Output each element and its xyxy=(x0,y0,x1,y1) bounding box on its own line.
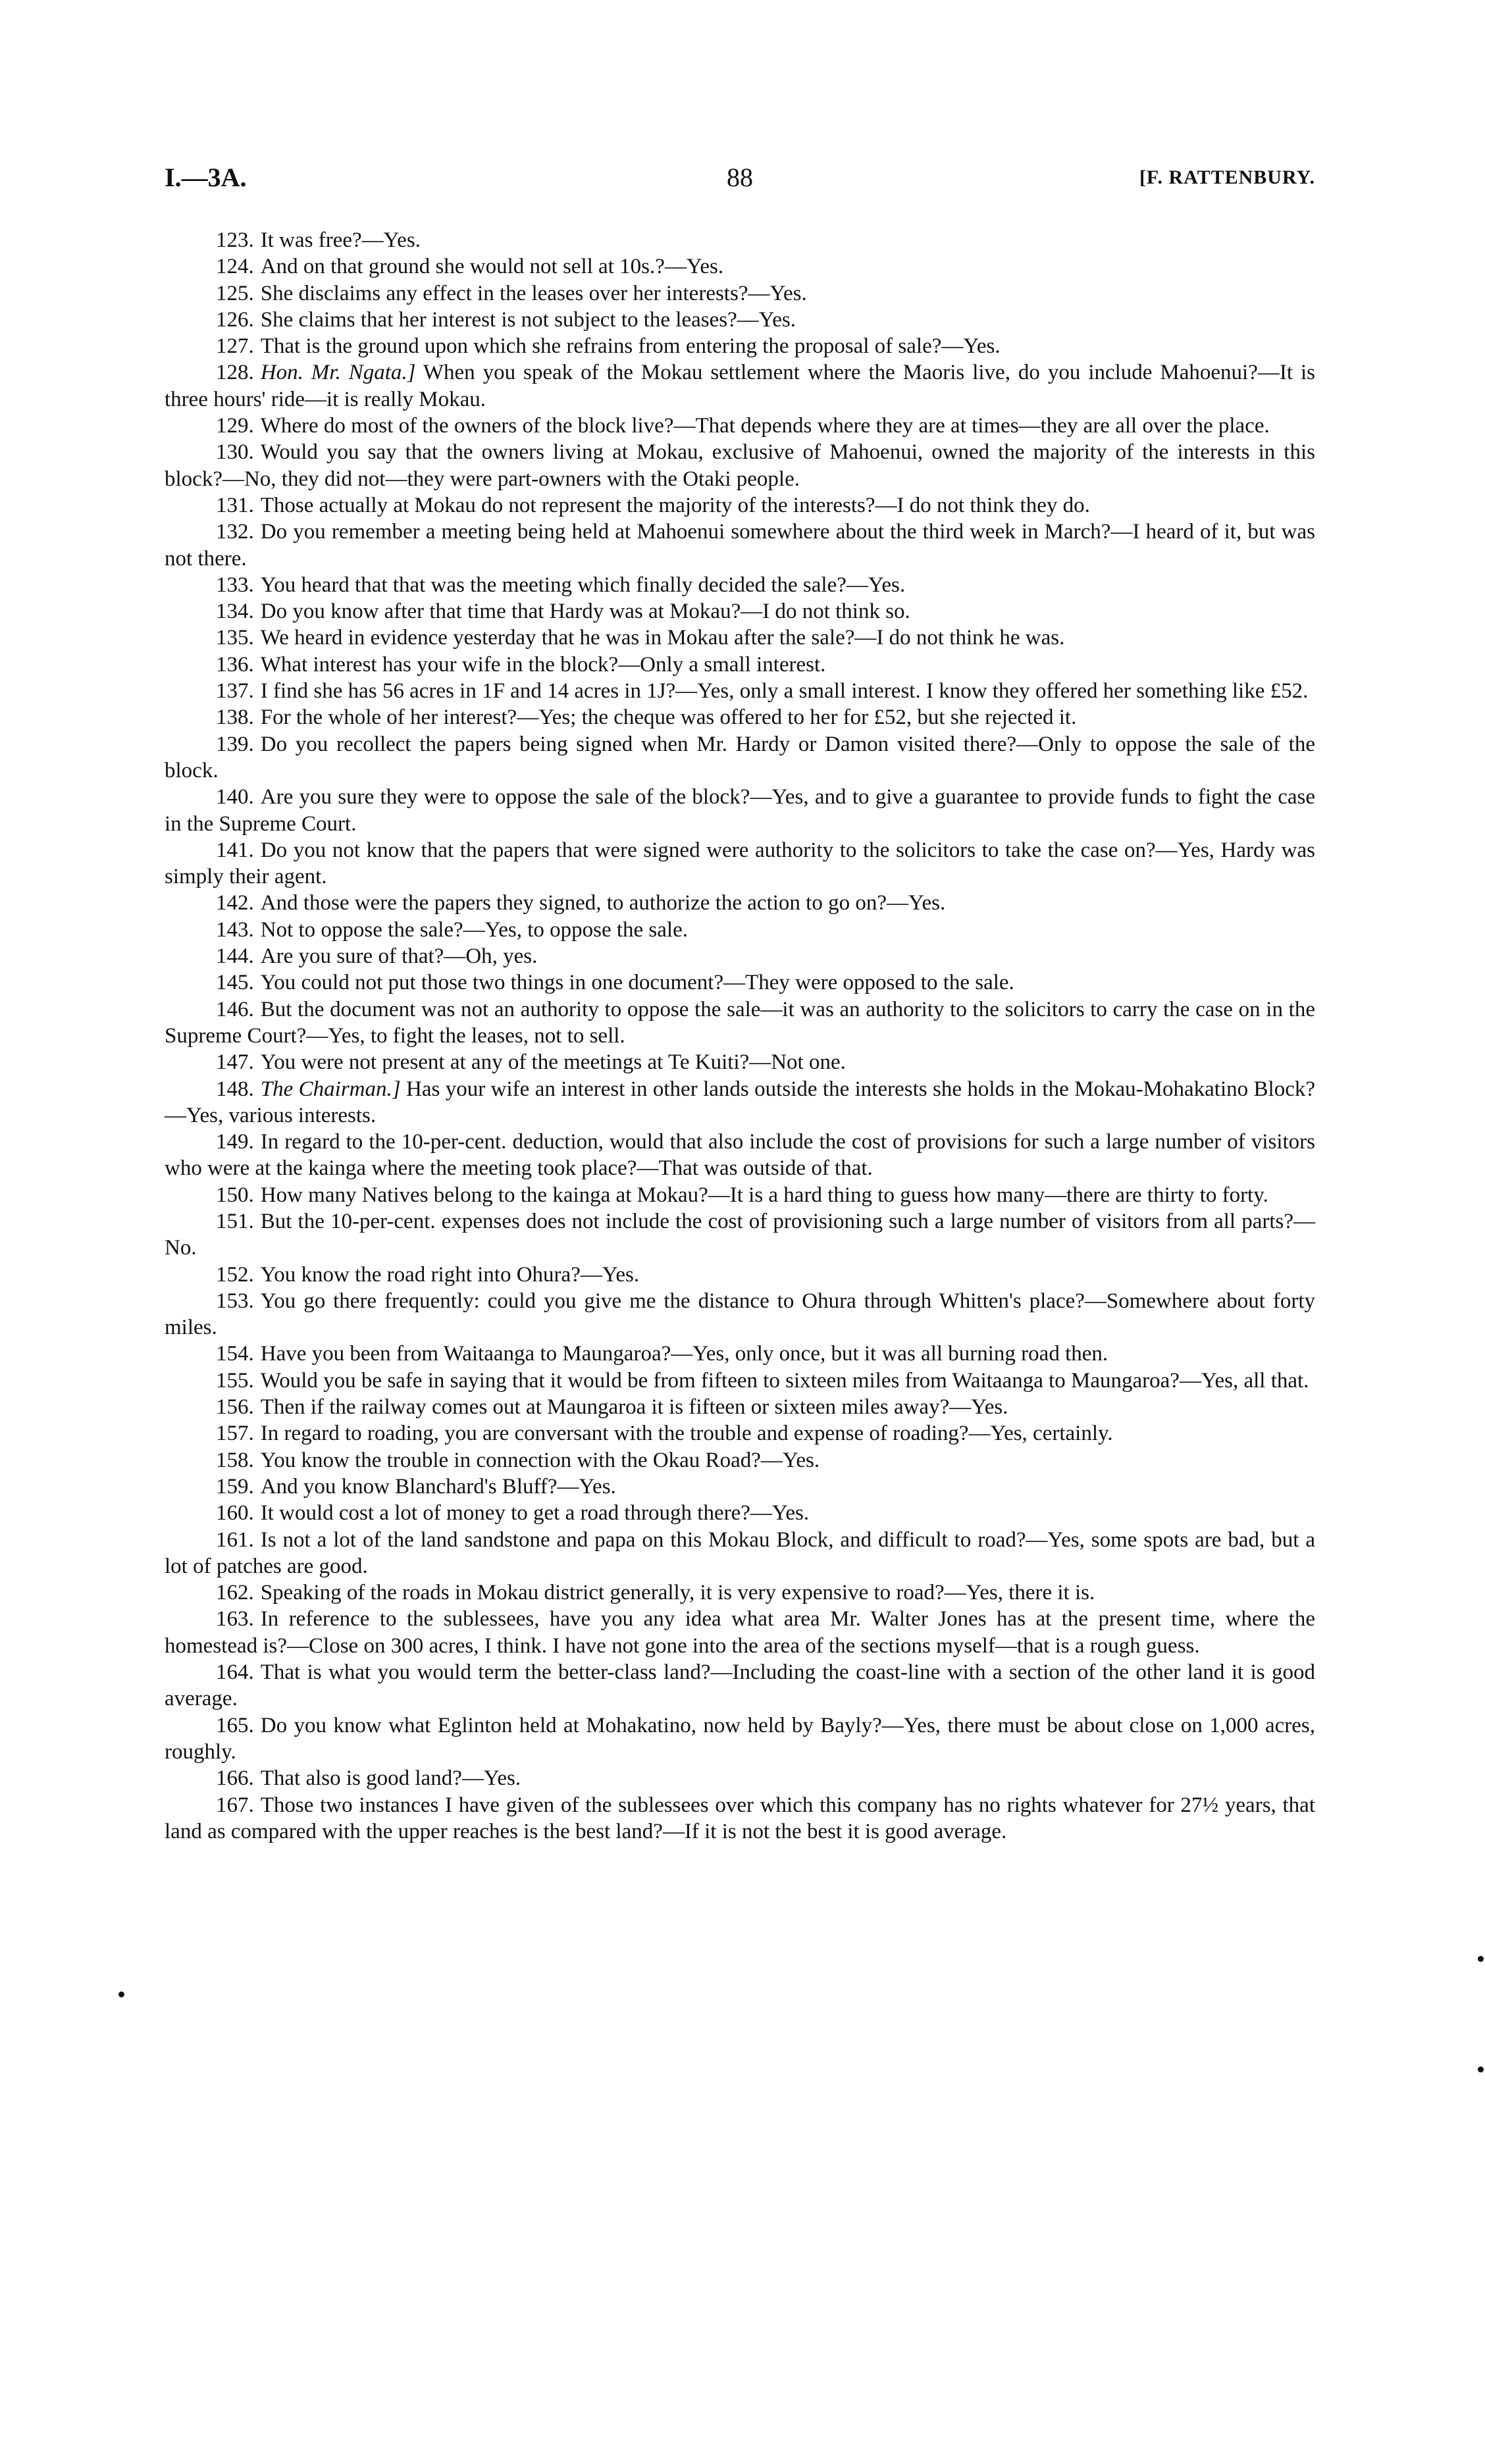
question-number: 124. xyxy=(216,255,254,279)
question-number: 141. xyxy=(216,838,254,862)
question-answer-text: It was free?—Yes. xyxy=(260,228,421,252)
question-paragraph xyxy=(165,1076,1315,1129)
question-answer-text: Do you recollect the papers being signed when Mr. Hardy or Damon visited there?—Only to oppose the sale of the block. xyxy=(165,732,1315,783)
question-paragraph xyxy=(165,1447,1315,1474)
speaker-name: Hon. Mr. Ngata.] xyxy=(260,361,416,385)
question-paragraph xyxy=(165,598,1315,625)
question-paragraph xyxy=(165,652,1315,678)
question-number: 145. xyxy=(216,971,254,995)
question-answer-text: In reference to the sublessees, have you any idea what area Mr. Walter Jones has at the present time, where the homestead is?—Close on 300 acres, I think. I have not gone into the area of the sections myself—that is a rough guess. xyxy=(165,1607,1315,1658)
question-answer-text: Speaking of the roads in Mokau district generally, it is very expensive to road?—Yes, there it is. xyxy=(260,1581,1095,1605)
question-paragraph xyxy=(165,784,1315,837)
question-answer-text: You go there frequently: could you give me the distance to Ohura through Whitten's place?—Somewhere about forty miles. xyxy=(165,1289,1315,1340)
question-number: 143. xyxy=(216,917,254,942)
question-paragraph xyxy=(165,1420,1315,1447)
question-paragraph xyxy=(165,333,1315,359)
question-answer-text: How many Natives belong to the kainga at Mokau?—It is a hard thing to guess how many—there are thirty to forty. xyxy=(260,1183,1268,1207)
question-paragraph xyxy=(165,1341,1315,1367)
scan-mark-dot xyxy=(1478,2066,1484,2072)
question-paragraph xyxy=(165,1129,1315,1182)
question-answer-text: You were not present at any of the meetings at Te Kuiti?—Not one. xyxy=(260,1050,846,1075)
question-number: 163. xyxy=(216,1607,254,1631)
question-number: 158. xyxy=(216,1448,254,1472)
question-number: 131. xyxy=(216,493,254,517)
question-answer-text: Do you know after that time that Hardy was at Mokau?—I do not think so. xyxy=(260,600,910,624)
question-paragraph xyxy=(165,1500,1315,1526)
question-number: 167. xyxy=(216,1793,254,1817)
question-number: 126. xyxy=(216,307,254,332)
question-answer-text: She claims that her interest is not subject to the leases?—Yes. xyxy=(260,307,796,332)
question-answer-text: Are you sure of that?—Oh, yes. xyxy=(260,944,538,969)
question-answer-text: What interest has your wife in the block?—Only a small interest. xyxy=(260,652,826,677)
question-paragraph xyxy=(165,625,1315,651)
question-paragraph xyxy=(165,996,1315,1050)
question-paragraph xyxy=(165,837,1315,890)
question-answer-text: Then if the railway comes out at Maungaroa it is fifteen or sixteen miles away?—Yes. xyxy=(260,1395,1008,1420)
question-paragraph xyxy=(165,1262,1315,1288)
question-paragraph xyxy=(165,253,1315,280)
question-paragraph xyxy=(165,1208,1315,1262)
question-number: 166. xyxy=(216,1766,254,1791)
question-answer-text: You know the road right into Ohura?—Yes. xyxy=(260,1262,640,1287)
question-number: 149. xyxy=(216,1130,254,1154)
question-paragraph xyxy=(165,413,1315,439)
question-paragraph xyxy=(165,917,1315,943)
question-answer-text: Would you say that the owners living at Mokau, exclusive of Mahoenui, owned the majority of the interests in this block?—No, they did not—they were part-owners with the Otaki people. xyxy=(165,440,1315,491)
question-paragraph xyxy=(165,492,1315,519)
question-paragraph xyxy=(165,280,1315,307)
question-number: 127. xyxy=(216,334,254,359)
question-number: 162. xyxy=(216,1581,254,1605)
question-number: 147. xyxy=(216,1050,254,1075)
question-number: 151. xyxy=(216,1209,254,1233)
question-number: 156. xyxy=(216,1395,254,1420)
question-paragraph xyxy=(165,1394,1315,1420)
question-answer-text: You know the trouble in connection with the Okau Road?—Yes. xyxy=(260,1448,820,1472)
question-number: 165. xyxy=(216,1713,254,1737)
question-paragraph xyxy=(165,969,1315,996)
question-answer-text: You heard that that was the meeting which finally decided the sale?—Yes. xyxy=(260,573,906,597)
question-paragraph xyxy=(165,1527,1315,1580)
question-number: 142. xyxy=(216,891,254,915)
question-answer-text: And on that ground she would not sell at 10s.?—Yes. xyxy=(260,255,724,279)
question-answer-text: For the whole of her interest?—Yes; the cheque was offered to her for £52, but she rejected it. xyxy=(260,706,1077,730)
question-paragraph xyxy=(165,678,1315,704)
question-paragraph xyxy=(165,1049,1315,1075)
question-paragraph xyxy=(165,572,1315,598)
question-number: 128. xyxy=(216,361,254,385)
question-number: 157. xyxy=(216,1422,254,1446)
scan-mark-dot xyxy=(1478,1956,1484,1962)
question-answer-text: Those two instances I have given of the sublessees over which this company has no rights whatever for 27½ years, that land as compared with the upper reaches is the best land?—If it is not the best it is good average. xyxy=(165,1793,1315,1843)
question-number: 132. xyxy=(216,520,254,544)
question-paragraph xyxy=(165,1659,1315,1712)
question-paragraph xyxy=(165,943,1315,969)
question-number: 135. xyxy=(216,626,254,650)
question-answer-text: Those actually at Mokau do not represent the majority of the interests?—I do not think they do. xyxy=(260,493,1090,517)
question-answer-text: That is the ground upon which she refrains from entering the proposal of sale?—Yes. xyxy=(260,334,1001,359)
question-answer-text: But the 10-per-cent. expenses does not include the cost of provisioning such a large number of visitors from all parts?—No. xyxy=(165,1209,1315,1260)
question-answer-text: And you know Blanchard's Bluff?—Yes. xyxy=(260,1474,616,1499)
evidence-body xyxy=(165,227,1315,1845)
question-answer-text: You could not put those two things in one document?—They were opposed to the sale. xyxy=(260,971,1014,995)
page-header xyxy=(165,158,1315,197)
question-paragraph xyxy=(165,227,1315,253)
question-number: 140. xyxy=(216,785,254,809)
question-paragraph xyxy=(165,1606,1315,1659)
question-answer-text: I find she has 56 acres in 1F and 14 acres in 1J?—Yes, only a small interest. I know they offered her something like £52. xyxy=(260,679,1309,704)
question-paragraph xyxy=(165,359,1315,413)
question-number: 150. xyxy=(216,1183,254,1207)
question-answer-text: In regard to the 10-per-cent. deduction, would that also include the cost of provisions for such a large number of visitors who were at the kainga where the meeting took place?—That was outside of that. xyxy=(165,1130,1315,1181)
question-answer-text: Do you remember a meeting being held at Mahoenui somewhere about the third week in March?—I heard of it, but was not there. xyxy=(165,520,1315,571)
question-number: 130. xyxy=(216,440,254,465)
question-number: 154. xyxy=(216,1342,254,1366)
question-number: 155. xyxy=(216,1368,254,1393)
page-number: 88 xyxy=(727,163,753,192)
question-paragraph xyxy=(165,1765,1315,1791)
question-paragraph xyxy=(165,519,1315,572)
question-answer-text: Is not a lot of the land sandstone and papa on this Mokau Block, and difficult to road?—Yes, some spots are bad, but a lot of patches are good. xyxy=(165,1527,1315,1578)
question-answer-text: In regard to roading, you are conversant with the trouble and expense of roading?—Yes, certainly. xyxy=(260,1422,1113,1446)
question-number: 138. xyxy=(216,706,254,730)
question-number: 152. xyxy=(216,1262,254,1287)
question-answer-text: It would cost a lot of money to get a road through there?—Yes. xyxy=(260,1501,810,1526)
speaker-name: The Chairman.] xyxy=(260,1077,401,1101)
question-number: 144. xyxy=(216,944,254,969)
question-paragraph xyxy=(165,704,1315,731)
question-answer-text: Would you be safe in saying that it would be from fifteen to sixteen miles from Waitaanga to Maungaroa?—Yes, all that. xyxy=(260,1368,1309,1393)
question-answer-text: But the document was not an authority to oppose the sale—it was an authority to the solicitors to carry the case on in the Supreme Court?—Yes, to fight the leases, not to sell. xyxy=(165,997,1315,1048)
question-paragraph xyxy=(165,439,1315,492)
question-number: 153. xyxy=(216,1289,254,1313)
question-number: 136. xyxy=(216,652,254,677)
question-paragraph xyxy=(165,890,1315,916)
question-number: 161. xyxy=(216,1527,254,1552)
question-number: 146. xyxy=(216,997,254,1021)
question-paragraph xyxy=(165,1288,1315,1341)
question-number: 129. xyxy=(216,414,254,438)
question-number: 133. xyxy=(216,573,254,597)
question-paragraph xyxy=(165,307,1315,333)
question-answer-text: Where do most of the owners of the block live?—That depends where they are at times—they are all over the place. xyxy=(260,414,1270,438)
question-answer-text: Do you not know that the papers that were signed were authority to the solicitors to take the case on?—Yes, Hardy was simply their agent. xyxy=(165,838,1315,889)
question-answer-text: Are you sure they were to oppose the sale of the block?—Yes, and to give a guarantee to provide funds to fight the case in the Supreme Court. xyxy=(165,785,1315,836)
question-answer-text: We heard in evidence yesterday that he was in Mokau after the sale?—I do not think he was. xyxy=(260,626,1065,650)
question-answer-text: Do you know what Eglinton held at Mohakatino, now held by Bayly?—Yes, there must be about close on 1,000 acres, roughly. xyxy=(165,1713,1315,1764)
question-answer-text: That is what you would term the better-class land?—Including the coast-line with a section of the other land it is good average. xyxy=(165,1660,1315,1711)
question-paragraph xyxy=(165,1712,1315,1766)
question-number: 137. xyxy=(216,679,254,704)
question-paragraph xyxy=(165,1368,1315,1394)
question-paragraph xyxy=(165,1182,1315,1208)
question-number: 123. xyxy=(216,228,254,252)
question-number: 139. xyxy=(216,732,254,756)
question-answer-text: Have you been from Waitaanga to Maungaroa?—Yes, only once, but it was all burning road then. xyxy=(260,1342,1108,1366)
question-number: 148. xyxy=(216,1077,254,1101)
question-answer-text: And those were the papers they signed, to authorize the action to go on?—Yes. xyxy=(260,891,946,915)
question-paragraph xyxy=(165,1474,1315,1500)
question-number: 134. xyxy=(216,600,254,624)
question-answer-text: Not to oppose the sale?—Yes, to oppose the sale. xyxy=(260,917,688,942)
question-answer-text: Has your wife an interest in other lands outside the interests she holds in the Mokau-Mohakatino Block?—Yes, various interests. xyxy=(165,1077,1315,1127)
question-answer-text: That also is good land?—Yes. xyxy=(260,1766,521,1791)
question-answer-text: When you speak of the Mokau settlement where the Maoris live, do you include Mahoenui?—It is three hours' ride—it is really Mokau. xyxy=(165,361,1315,411)
question-number: 125. xyxy=(216,281,254,305)
question-answer-text: She disclaims any effect in the leases over her interests?—Yes. xyxy=(260,281,807,305)
question-number: 159. xyxy=(216,1474,254,1499)
question-paragraph xyxy=(165,1579,1315,1606)
question-paragraph xyxy=(165,1792,1315,1845)
question-number: 164. xyxy=(216,1660,254,1685)
paper-reference: I.—3A. xyxy=(165,163,247,192)
question-number: 160. xyxy=(216,1501,254,1526)
question-paragraph xyxy=(165,731,1315,784)
scan-mark-dot xyxy=(118,1991,124,1997)
witness-name: [F. RATTENBURY. xyxy=(1139,167,1315,188)
